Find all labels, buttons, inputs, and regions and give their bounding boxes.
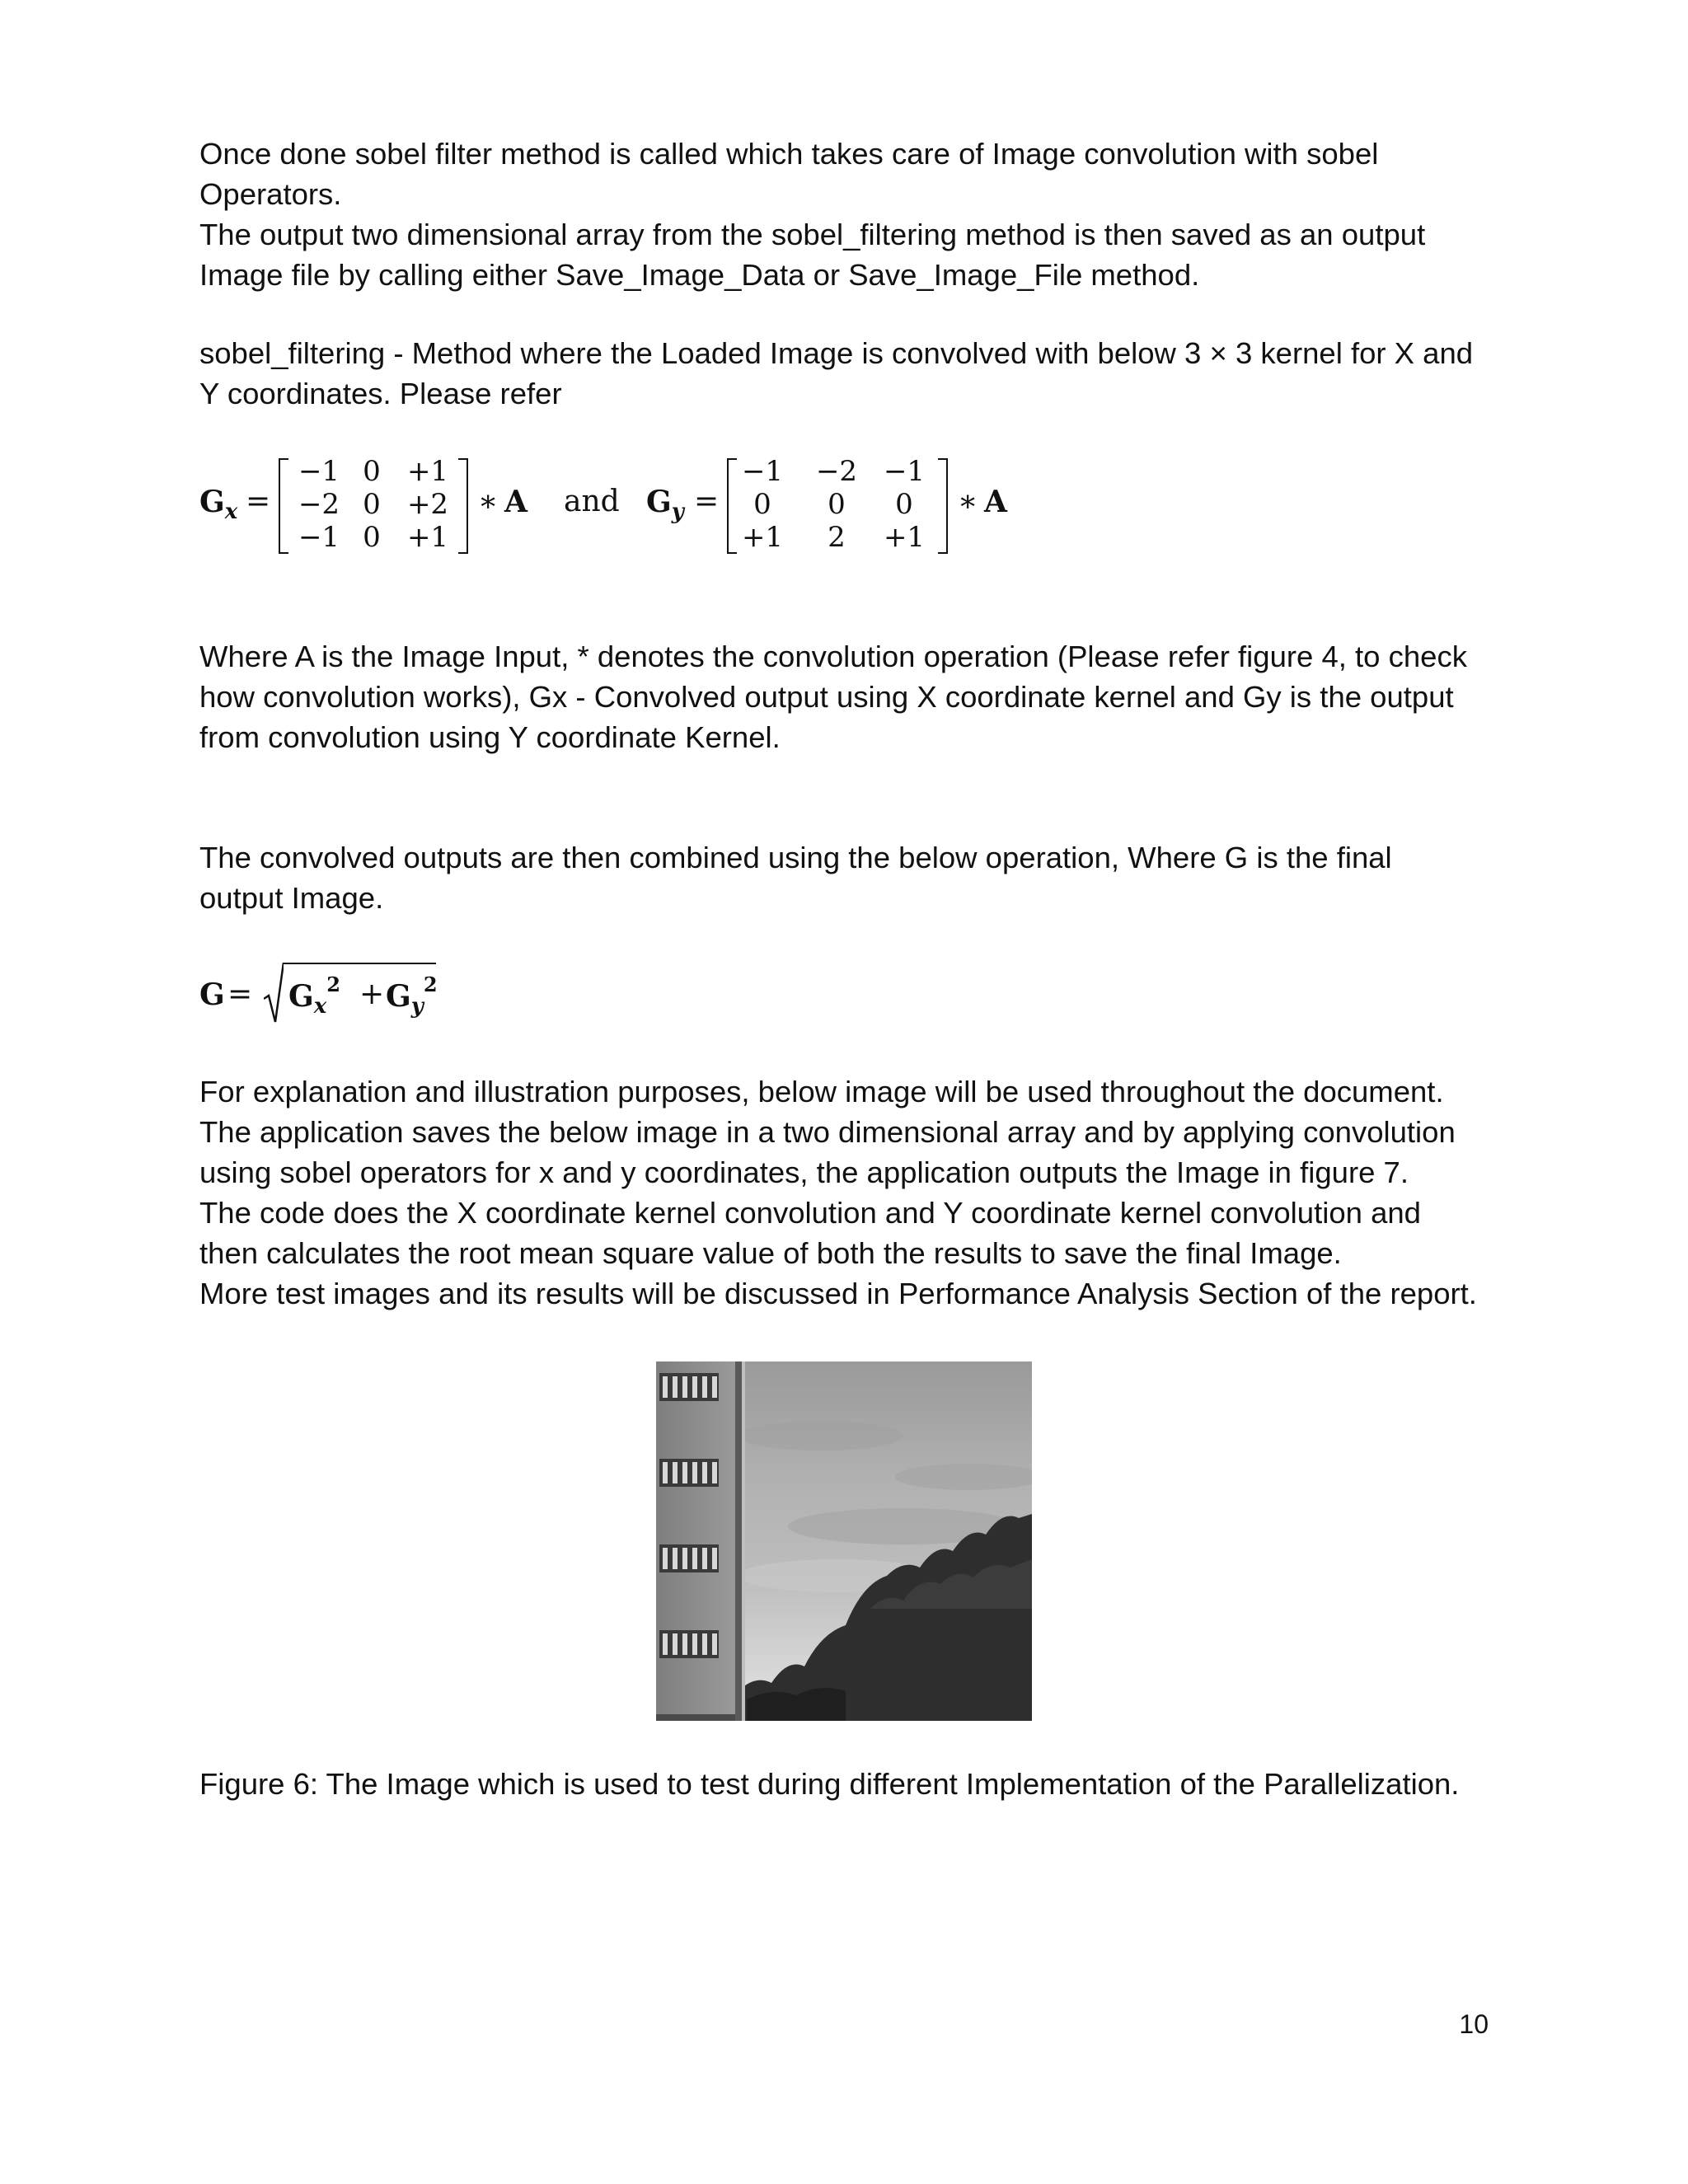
equation-sobel-kernels <box>199 455 1024 557</box>
g-symbol: G <box>199 977 225 1012</box>
matrix-cell: +1 <box>741 521 784 554</box>
input-a-symbol: A <box>984 485 1007 519</box>
gy-matrix <box>727 455 948 554</box>
text-line: Operators. <box>199 177 342 211</box>
text-line: how convolution works), Gx - Convolved output using X coordinate kernel and Gy is the output <box>199 680 1454 714</box>
convolution-operator: ∗ <box>478 485 499 518</box>
matrix-cell: −2 <box>298 488 340 521</box>
paragraph-combined <box>199 837 1518 918</box>
matrix-cell: 2 <box>828 521 846 554</box>
sqrt-radical <box>264 961 284 1027</box>
text-line: Where A is the Image Input, * denotes the convolution operation (Please refer figure 4, to check <box>199 640 1467 673</box>
matrix-cell: −1 <box>298 455 340 488</box>
text-line: sobel_filtering - Method where the Loaded Image is convolved with below 3 × 3 kernel for X and <box>199 336 1474 370</box>
matrix-cell: −1 <box>298 521 340 554</box>
gx-squared: $G_x^2$ <box>288 972 340 1019</box>
convolution-operator: ∗ <box>958 485 978 518</box>
equals-sign: = <box>246 485 271 518</box>
matrix-cell: 0 <box>753 488 771 521</box>
gy-squared: $G_y^2$ <box>386 972 438 1019</box>
matrix-cell: 0 <box>895 488 913 521</box>
matrix-cell: +2 <box>406 488 449 521</box>
equals-sign: = <box>227 977 253 1011</box>
page-number: 10 <box>1459 2009 1489 2039</box>
text-line: Once done sobel filter method is called which takes care of Image convolution with sobel <box>199 137 1379 171</box>
text-line: from convolution using Y coordinate Kernel. <box>199 720 781 754</box>
text-line: The application saves the below image in a two dimensional array and by applying convolution <box>199 1115 1456 1149</box>
text-line: Image file by calling either Save_Image_Data or Save_Image_File method. <box>199 258 1200 292</box>
sqrt-bar <box>283 963 436 964</box>
plus-sign: + <box>359 977 385 1011</box>
matrix-cell: −1 <box>741 455 784 488</box>
matrix-cell: 0 <box>828 488 846 521</box>
text-line: using sobel operators for x and y coordinates, the application outputs the Image in figure 7. <box>199 1155 1409 1189</box>
paragraph-sobel-filtering <box>199 333 1518 414</box>
test-image <box>656 1361 1032 1721</box>
paragraph-explanation <box>199 1071 1518 1314</box>
gy-label: $G_y$ <box>646 485 684 524</box>
text-line: The output two dimensional array from the sobel_filtering method is then saved as an output <box>199 218 1426 251</box>
text-line: output Image. <box>199 881 384 915</box>
matrix-cell: 0 <box>363 488 381 521</box>
equation-gradient-magnitude <box>199 956 463 1030</box>
matrix-cell: −1 <box>883 455 926 488</box>
and-word: and <box>564 485 620 518</box>
text-line: The convolved outputs are then combined using the below operation, Where G is the final <box>199 841 1392 874</box>
text-line: More test images and its results will be discussed in Performance Analysis Section of the report. <box>199 1277 1477 1310</box>
matrix-cell: 0 <box>363 521 381 554</box>
matrix-cell: +1 <box>883 521 926 554</box>
test-image-figure <box>656 1361 1032 1721</box>
text-line: The code does the X coordinate kernel convolution and Y coordinate kernel convolution and <box>199 1196 1421 1230</box>
text-line: For explanation and illustration purposes, below image will be used throughout the document. <box>199 1075 1444 1108</box>
text-line: then calculates the root mean square value of both the results to save the final Image. <box>199 1236 1342 1270</box>
matrix-cell: −2 <box>815 455 858 488</box>
paragraph-where-a <box>199 636 1518 757</box>
matrix-cell: +1 <box>406 521 449 554</box>
matrix-cell: 0 <box>363 455 381 488</box>
figure-caption: Figure 6: The Image which is used to test during different Implementation of the Parallelization. <box>199 1767 1460 1801</box>
text-line: Y coordinates. Please refer <box>199 377 562 410</box>
paragraph-intro <box>199 134 1518 295</box>
gx-label: $G_x$ <box>199 485 238 524</box>
matrix-cell: +1 <box>406 455 449 488</box>
equals-sign: = <box>694 485 720 518</box>
gx-matrix <box>279 455 468 554</box>
input-a-symbol: A <box>504 485 528 519</box>
